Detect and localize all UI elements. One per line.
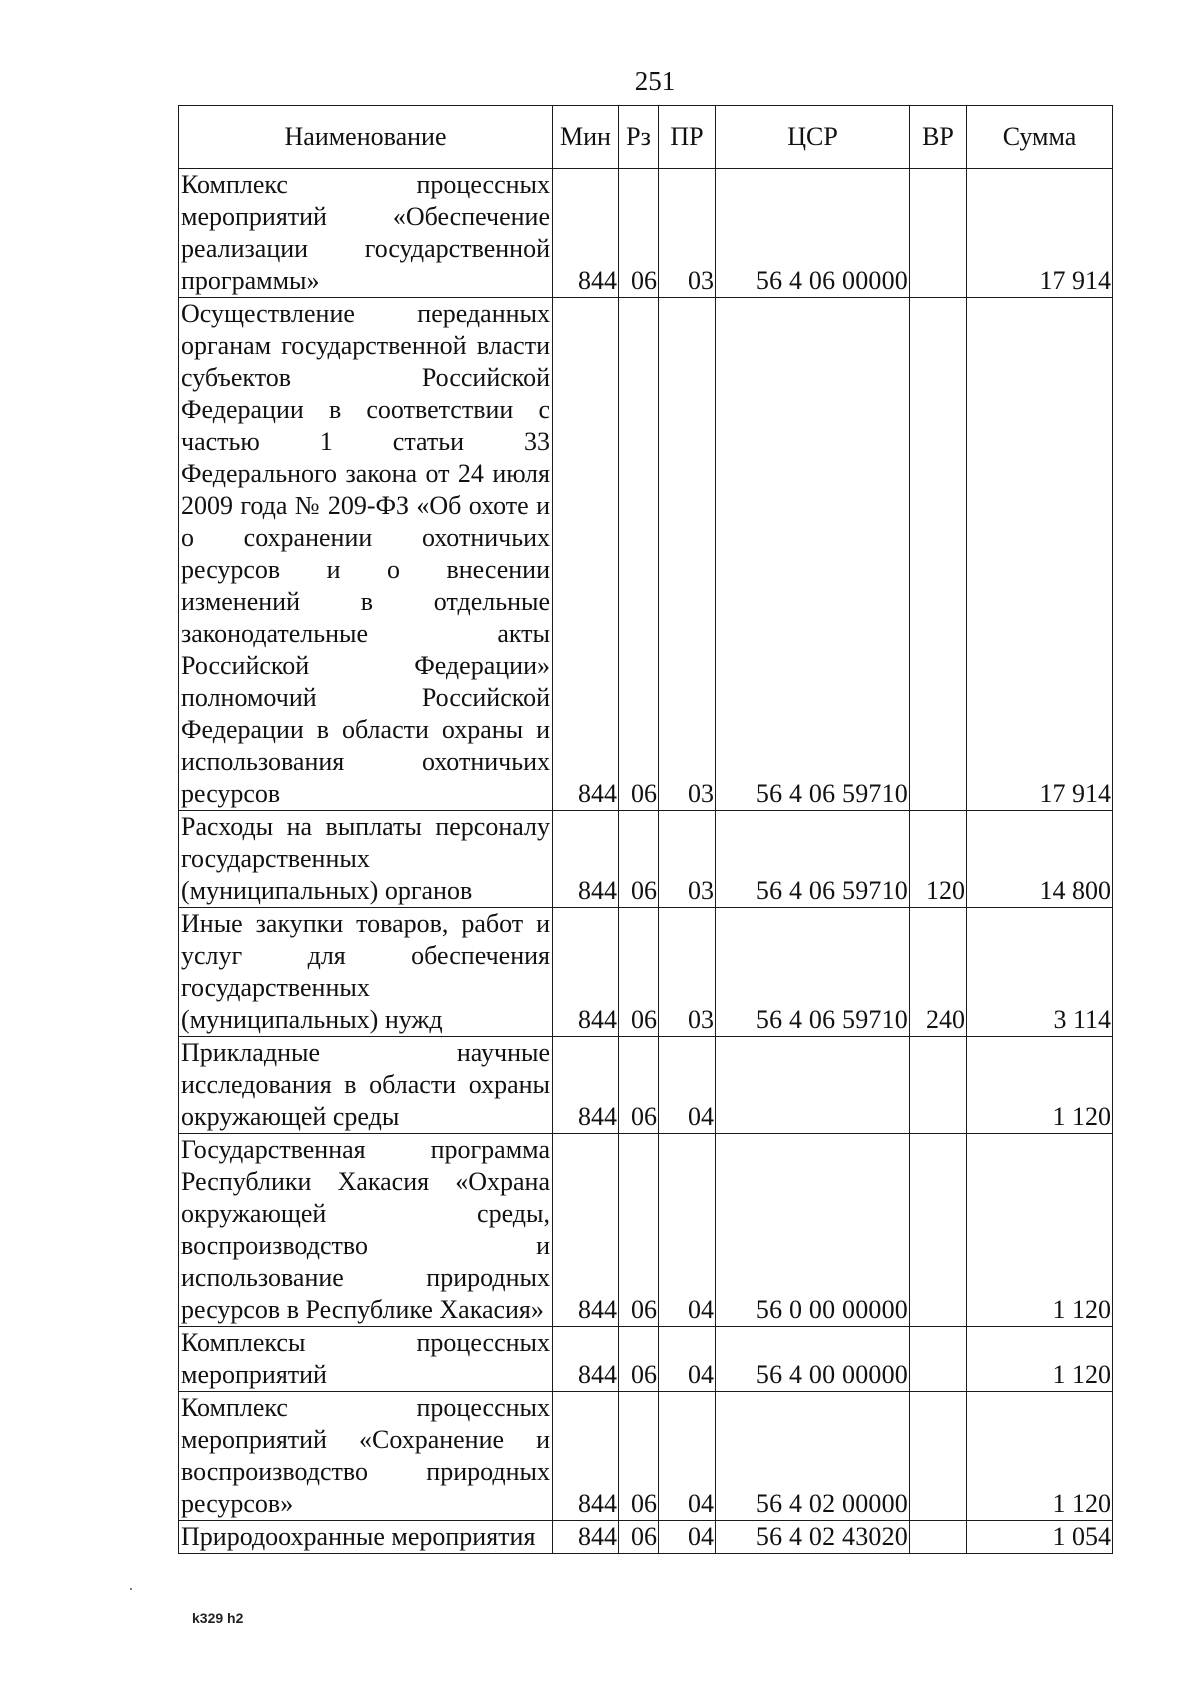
table-row <box>179 169 1113 298</box>
row-min: 844 <box>553 1037 619 1134</box>
header-name: Наименование <box>179 106 553 169</box>
table-row <box>179 811 1113 908</box>
table-row <box>179 298 1113 811</box>
row-name: Государственная программа Республики Хакасия «Охрана окружающей среды, воспроизводство и использование природных ресурсов в Республике Хакасия» <box>179 1134 553 1327</box>
table-row <box>179 1327 1113 1392</box>
row-rz: 06 <box>619 908 659 1037</box>
table-row <box>179 1134 1113 1327</box>
row-pr: 04 <box>659 1521 716 1554</box>
row-pr: 04 <box>659 1037 716 1134</box>
row-pr: 04 <box>659 1392 716 1521</box>
row-vr <box>910 1134 967 1327</box>
row-min: 844 <box>553 811 619 908</box>
row-rz: 06 <box>619 1037 659 1134</box>
row-vr: 240 <box>910 908 967 1037</box>
row-sum: 17 914 <box>967 169 1113 298</box>
row-name: Расходы на выплаты персоналу государственных (муниципальных) органов <box>179 811 553 908</box>
row-name: Осуществление переданных органам государственной власти субъектов Российской Федерации в соответствии с частью 1 статьи 33 Федерального закона от 24 июля 2009 года № 209-ФЗ «Об охоте и о сохранении охотничьих ресурсов и о внесении изменений в отдельные законодательные акты Российской Федерации» полномочий Российской Федерации в области охраны и использования охотничьих ресурсов <box>179 298 553 811</box>
row-vr <box>910 169 967 298</box>
row-csr: 56 4 06 59710 <box>716 811 910 908</box>
header-vr: ВР <box>910 106 967 169</box>
row-name: Комплекс процессных мероприятий «Сохранение и воспроизводство природных ресурсов» <box>179 1392 553 1521</box>
row-rz: 06 <box>619 298 659 811</box>
row-min: 844 <box>553 169 619 298</box>
row-sum: 1 120 <box>967 1327 1113 1392</box>
row-csr <box>716 1037 910 1134</box>
row-sum: 17 914 <box>967 298 1113 811</box>
row-min: 844 <box>553 1134 619 1327</box>
row-name: Прикладные научные исследования в области охраны окружающей среды <box>179 1037 553 1134</box>
row-min: 844 <box>553 298 619 811</box>
page-number: 251 <box>634 66 676 96</box>
row-pr: 03 <box>659 908 716 1037</box>
row-sum: 1 120 <box>967 1037 1113 1134</box>
row-sum: 1 120 <box>967 1134 1113 1327</box>
header-csr: ЦСР <box>716 106 910 169</box>
row-pr: 03 <box>659 169 716 298</box>
header-sum: Сумма <box>967 106 1113 169</box>
row-pr: 03 <box>659 811 716 908</box>
row-pr: 03 <box>659 298 716 811</box>
row-vr <box>910 1037 967 1134</box>
table-header-row <box>179 106 1113 169</box>
budget-table <box>178 105 1113 1554</box>
row-rz: 06 <box>619 1392 659 1521</box>
table-row <box>179 1521 1113 1554</box>
row-min: 844 <box>553 1392 619 1521</box>
row-rz: 06 <box>619 1521 659 1554</box>
row-csr: 56 4 06 59710 <box>716 908 910 1037</box>
row-rz: 06 <box>619 1134 659 1327</box>
row-pr: 04 <box>659 1134 716 1327</box>
row-csr: 56 0 00 00000 <box>716 1134 910 1327</box>
row-csr: 56 4 02 00000 <box>716 1392 910 1521</box>
table-row <box>179 1037 1113 1134</box>
row-rz: 06 <box>619 811 659 908</box>
row-min: 844 <box>553 1521 619 1554</box>
table-row <box>179 908 1113 1037</box>
header-rz: Рз <box>619 106 659 169</box>
row-csr: 56 4 06 00000 <box>716 169 910 298</box>
scan-speck <box>130 1588 132 1590</box>
header-pr: ПР <box>659 106 716 169</box>
header-min: Мин <box>553 106 619 169</box>
row-sum: 1 054 <box>967 1521 1113 1554</box>
row-min: 844 <box>553 908 619 1037</box>
row-vr <box>910 1521 967 1554</box>
row-sum: 14 800 <box>967 811 1113 908</box>
row-vr <box>910 1392 967 1521</box>
row-csr: 56 4 00 00000 <box>716 1327 910 1392</box>
row-sum: 1 120 <box>967 1392 1113 1521</box>
row-vr <box>910 1327 967 1392</box>
row-name: Природоохранные мероприятия <box>179 1521 553 1554</box>
row-csr: 56 4 02 43020 <box>716 1521 910 1554</box>
row-name: Комплексы процессных мероприятий <box>179 1327 553 1392</box>
row-vr <box>910 298 967 811</box>
row-min: 844 <box>553 1327 619 1392</box>
row-rz: 06 <box>619 1327 659 1392</box>
footer-code: k329 h2 <box>192 1610 244 1626</box>
row-vr: 120 <box>910 811 967 908</box>
row-name: Комплекс процессных мероприятий «Обеспечение реализации государственной программы» <box>179 169 553 298</box>
row-rz: 06 <box>619 169 659 298</box>
row-pr: 04 <box>659 1327 716 1392</box>
row-name: Иные закупки товаров, работ и услуг для обеспечения государственных (муниципальных) нужд <box>179 908 553 1037</box>
row-sum: 3 114 <box>967 908 1113 1037</box>
table-row <box>179 1392 1113 1521</box>
row-csr: 56 4 06 59710 <box>716 298 910 811</box>
